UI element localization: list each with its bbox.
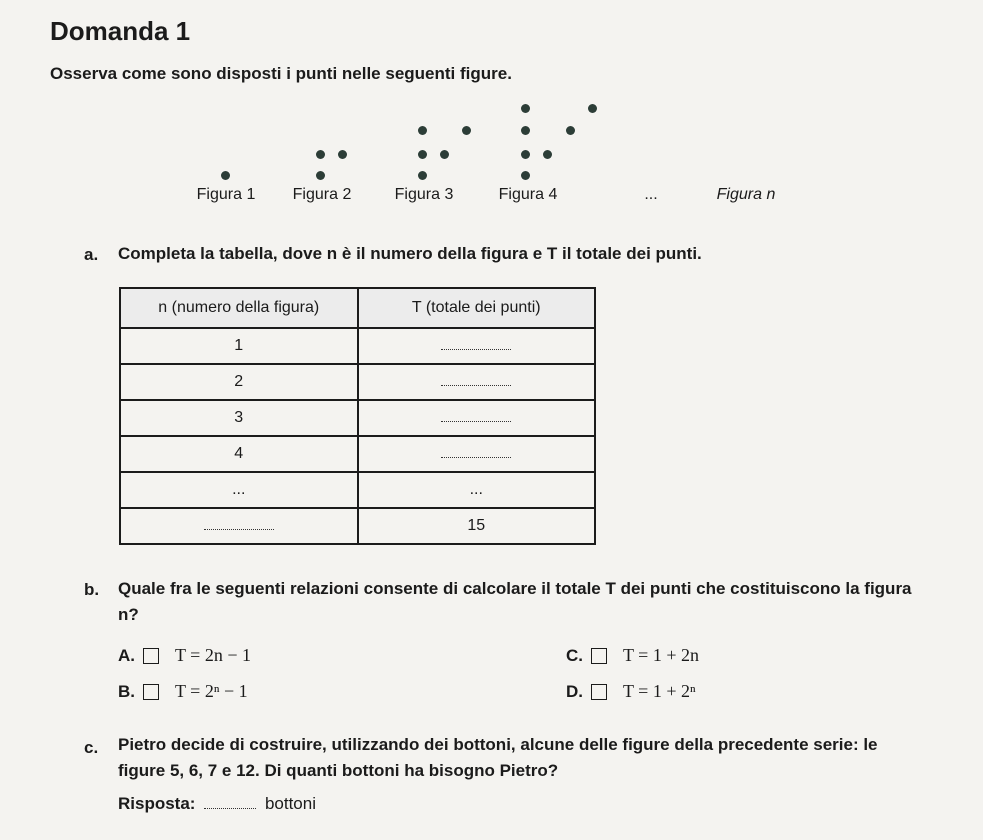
option-checkbox[interactable] [591, 684, 607, 700]
answer-table [119, 287, 596, 545]
table-row [120, 400, 595, 436]
dot [543, 150, 552, 159]
table-cell: 15 [358, 508, 596, 544]
part-a-text: Completa la tabella, dove n è il numero della figura e T il totale dei punti. [118, 244, 702, 263]
dot [521, 171, 530, 180]
option-checkbox[interactable] [143, 648, 159, 664]
table-row [120, 508, 595, 544]
part-c-text: Pietro decide di costruire, utilizzando dei bottoni, alcune delle figure della precedente serie: le figure 5, 6, 7 e 12. Di quanti bottoni ha bisogno Pietro? [118, 735, 878, 780]
dot [221, 171, 230, 180]
table-row [120, 436, 595, 472]
table-row [120, 472, 595, 508]
table-cell: 1 [120, 328, 358, 364]
figure-label: Figura 4 [498, 186, 558, 203]
dot [338, 150, 347, 159]
part-b-letter: b. [84, 580, 100, 599]
dot [440, 150, 449, 159]
dot [588, 104, 597, 113]
part-b-text: Quale fra le seguenti relazioni consente di calcolare il totale T dei punti che costituiscono la figura n? [118, 579, 912, 624]
option-checkbox[interactable] [143, 684, 159, 700]
answer-blank[interactable] [204, 519, 274, 530]
answer-blank-cell[interactable] [120, 508, 358, 544]
option-label: C. [566, 645, 583, 665]
dot [566, 126, 575, 135]
dot [418, 126, 427, 135]
option-checkbox[interactable] [591, 648, 607, 664]
answer-label: Risposta: [118, 794, 196, 813]
option-a[interactable] [118, 645, 251, 666]
answer-blank-cell[interactable] [358, 364, 596, 400]
intro-text: Osserva come sono disposti i punti nelle seguenti figure. [50, 64, 512, 83]
option-formula: T = 1 + 2ⁿ [623, 681, 696, 701]
question-title: Domanda 1 [50, 16, 191, 46]
part-a-letter: a. [84, 245, 99, 264]
option-c[interactable] [566, 645, 699, 666]
option-b[interactable] [118, 681, 248, 702]
answer-blank[interactable] [441, 411, 511, 422]
answer-line [118, 794, 316, 814]
table-row [120, 328, 595, 364]
dot [521, 126, 530, 135]
table-row [120, 364, 595, 400]
answer-blank[interactable] [441, 339, 511, 350]
option-label: B. [118, 681, 135, 701]
figure-label: Figura 2 [292, 186, 352, 203]
table-header: T (totale dei punti) [358, 288, 596, 328]
answer-blank[interactable] [441, 447, 511, 458]
option-formula: T = 2n − 1 [175, 645, 251, 665]
option-formula: T = 1 + 2n [623, 645, 699, 665]
table-cell: ... [358, 472, 596, 508]
table-cell: 2 [120, 364, 358, 400]
answer-blank-cell[interactable] [358, 400, 596, 436]
option-d[interactable] [566, 681, 696, 702]
table-cell: 4 [120, 436, 358, 472]
table-cell: 3 [120, 400, 358, 436]
table-header: n (numero della figura) [120, 288, 358, 328]
answer-blank[interactable] [441, 375, 511, 386]
figure-label: Figura 3 [394, 186, 454, 203]
dot [418, 150, 427, 159]
figure-label: ... [644, 186, 658, 203]
dot [316, 150, 325, 159]
part-c-letter: c. [84, 738, 99, 757]
answer-unit: bottoni [264, 794, 316, 813]
answer-blank-cell[interactable] [358, 328, 596, 364]
option-formula: T = 2ⁿ − 1 [175, 681, 248, 701]
dot [462, 126, 471, 135]
figure-label: Figura n [716, 186, 776, 203]
dot [316, 171, 325, 180]
dot [418, 171, 427, 180]
answer-blank[interactable] [204, 798, 256, 809]
answer-blank-cell[interactable] [358, 436, 596, 472]
option-label: D. [566, 681, 583, 701]
option-label: A. [118, 645, 135, 665]
table-cell: ... [120, 472, 358, 508]
dot [521, 104, 530, 113]
dot [521, 150, 530, 159]
figure-label: Figura 1 [196, 186, 256, 203]
